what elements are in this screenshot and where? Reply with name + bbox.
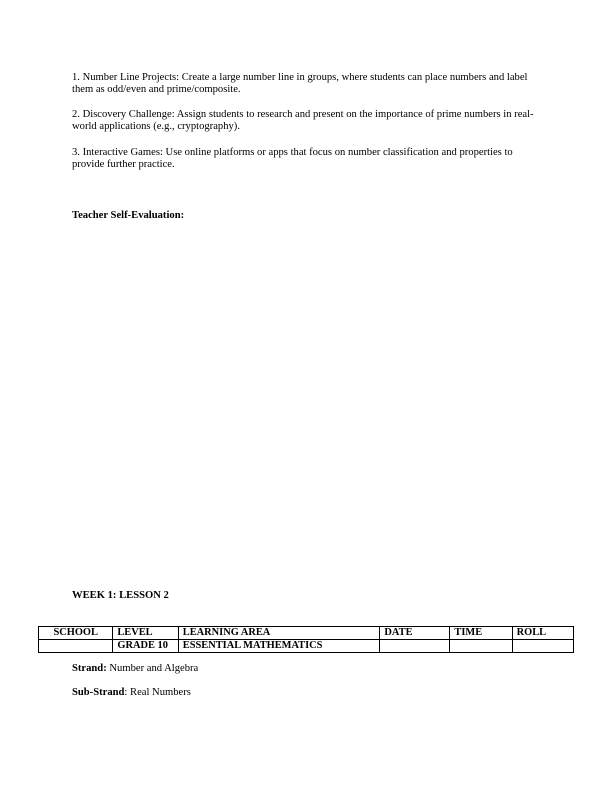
sub-strand-line: [72, 687, 191, 698]
header-level: LEVEL: [113, 627, 178, 640]
cell-date: [380, 640, 450, 653]
cell-school: [39, 640, 113, 653]
table-row: [39, 640, 574, 653]
strand-value: Number and Algebra: [106, 663, 199, 674]
table-header-row: [39, 627, 574, 640]
sub-strand-value: : Real Numbers: [124, 687, 191, 698]
header-date: DATE: [380, 627, 450, 640]
lesson-heading: WEEK 1: LESSON 2: [72, 590, 169, 601]
strand-label: Strand:: [72, 663, 107, 674]
cell-roll: [512, 640, 573, 653]
cell-learning-area: ESSENTIAL MATHEMATICS: [178, 640, 380, 653]
header-time: TIME: [450, 627, 512, 640]
sub-strand-label: Sub-Strand: [72, 687, 125, 698]
header-roll: ROLL: [512, 627, 573, 640]
activity-item-2: 2. Discovery Challenge: Assign students to research and present on the importance of prime numbers in real-world applications (e.g., cryptography).: [72, 109, 534, 133]
lesson-info-table: [38, 626, 574, 653]
header-learning-area: LEARNING AREA: [178, 627, 380, 640]
activity-item-3: 3. Interactive Games: Use online platforms or apps that focus on number classification and properties to provide further practice.: [72, 147, 513, 171]
activity-item-1: 1. Number Line Projects: Create a large number line in groups, where students can place numbers and label them as odd/even and prime/composite.: [72, 72, 528, 96]
strand-line: [72, 663, 198, 674]
cell-level: GRADE 10: [113, 640, 178, 653]
teacher-self-evaluation-heading: Teacher Self-Evaluation:: [72, 210, 185, 221]
header-school: SCHOOL: [39, 627, 113, 640]
cell-time: [450, 640, 512, 653]
